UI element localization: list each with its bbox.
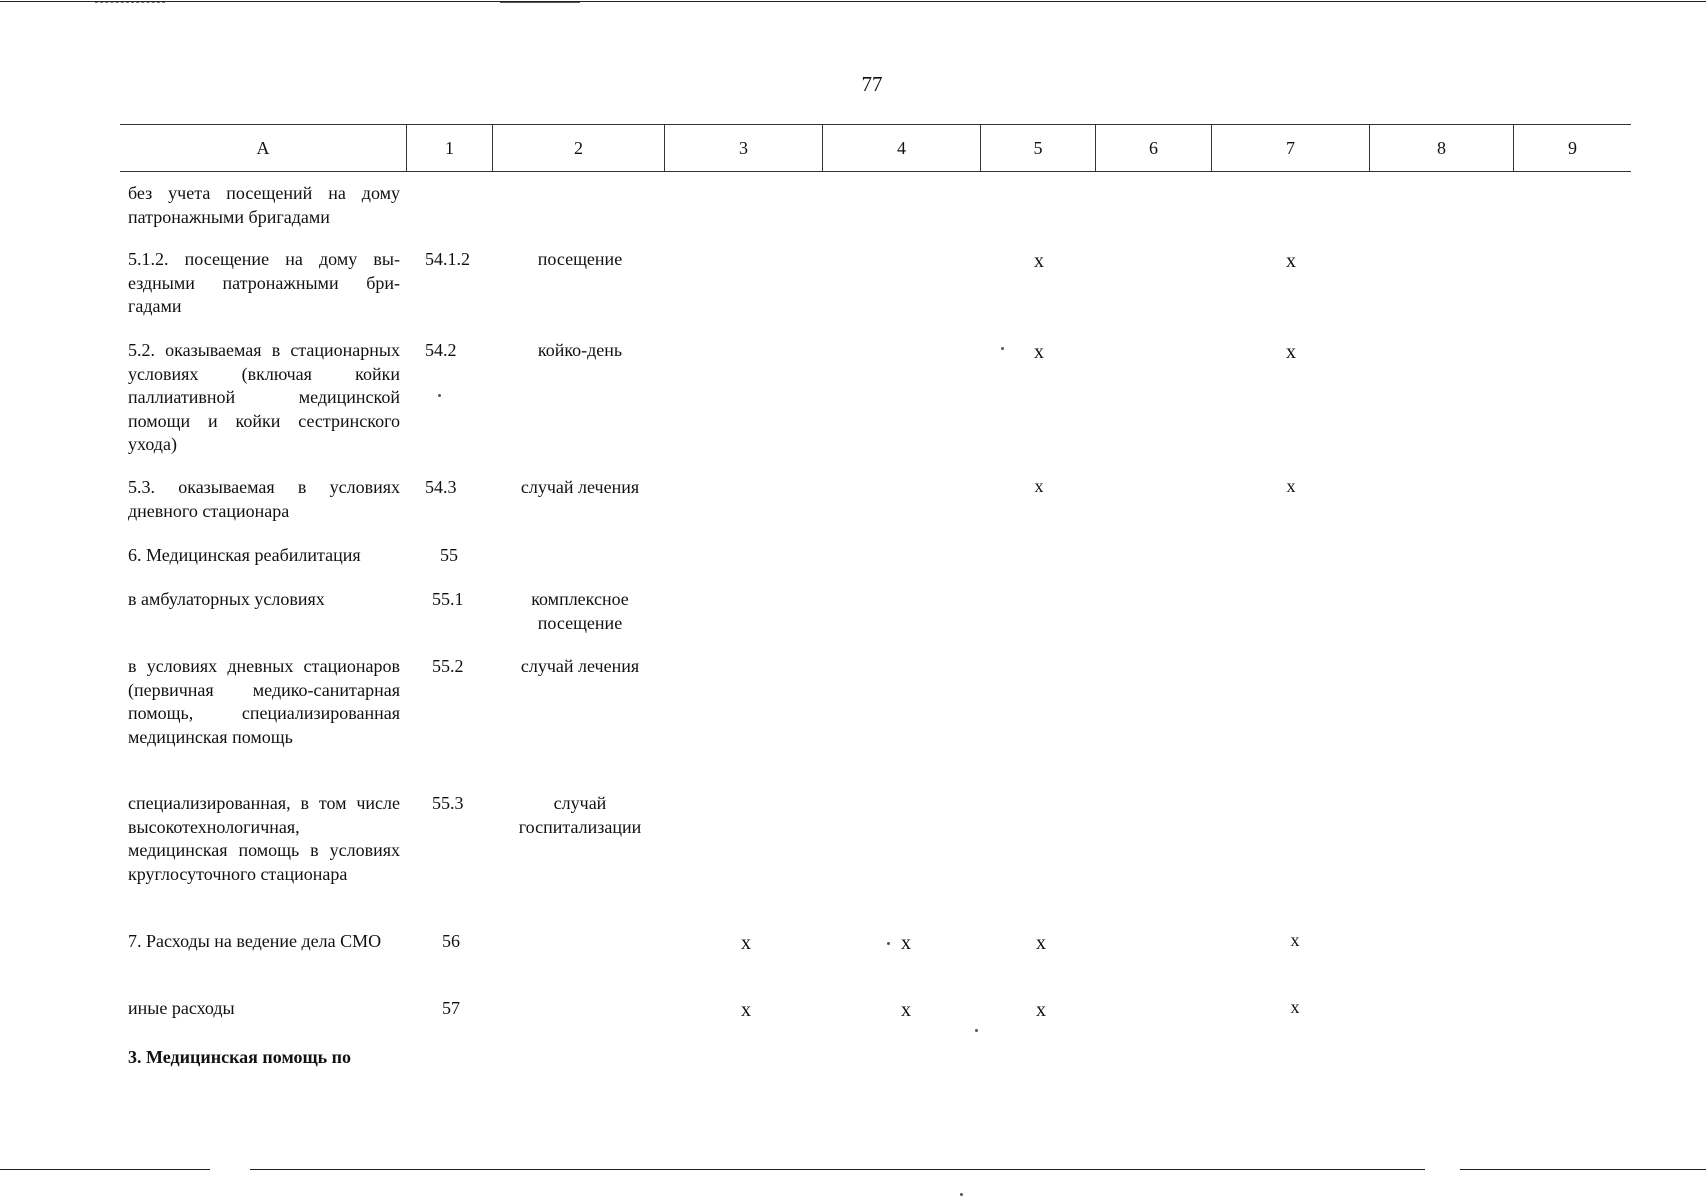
- x-mark: х: [1290, 997, 1300, 1017]
- top-scan-artifact: [500, 2, 580, 3]
- scan-speck: [887, 942, 890, 945]
- scan-speck: [438, 394, 441, 397]
- row-code: 55: [440, 545, 458, 565]
- row-code: 55.1: [432, 589, 464, 609]
- row-code: 56: [442, 931, 460, 951]
- bottom-border-rule: [1460, 1169, 1706, 1170]
- column-header-2: 2: [492, 125, 664, 171]
- page-number: 77: [861, 72, 883, 96]
- section-heading: 3. Медицинская помощь по: [128, 1047, 352, 1067]
- x-mark: х: [901, 932, 911, 954]
- row-label: 7. Расходы на ведение дела СМО: [128, 931, 382, 951]
- row-label: 5.1.2. посещение на дому выездными патронажными бригадами: [128, 249, 400, 316]
- row-code: 54.1.2: [425, 249, 470, 269]
- row-label: специализированная, в том числе высокотехнологичная, медицинская помощь в условиях круглосуточного стационара: [128, 793, 400, 884]
- row-unit: койко-день: [537, 340, 623, 360]
- row-unit: случай лечения: [520, 656, 640, 676]
- x-mark: х: [1286, 341, 1296, 363]
- x-mark: х: [1286, 476, 1296, 496]
- row-label: в амбулаторных условиях: [128, 589, 325, 609]
- table-header: [120, 124, 1631, 172]
- x-mark: х: [1290, 930, 1300, 950]
- x-mark: х: [1034, 250, 1044, 272]
- x-mark: х: [901, 999, 911, 1021]
- row-code: 54.3: [425, 477, 457, 497]
- scan-speck: [1001, 347, 1004, 350]
- row-label: 5.2. оказываемая в стационарных условиях (включая койки паллиативной медицинской помощи и койки сестринского ухода): [128, 340, 400, 454]
- column-header-6: 6: [1095, 125, 1211, 171]
- row-code: 57: [442, 998, 460, 1018]
- x-mark: х: [741, 932, 751, 954]
- bottom-border-rule: [250, 1169, 1425, 1170]
- x-mark: х: [1036, 932, 1046, 954]
- x-mark: х: [1034, 341, 1044, 363]
- row-label: 6. Медицинская реабилитация: [128, 545, 361, 565]
- row-unit: комплексное посещение: [531, 589, 629, 633]
- top-scan-artifact: [95, 2, 165, 3]
- x-mark: х: [741, 999, 751, 1021]
- row-unit: случай госпитализации: [518, 793, 642, 837]
- column-header-8: 8: [1369, 125, 1513, 171]
- column-header-1: 1: [406, 125, 492, 171]
- bottom-border-rule: [0, 1169, 210, 1170]
- row-code: 55.2: [432, 656, 464, 676]
- column-header-9: 9: [1513, 125, 1631, 171]
- scan-speck: [975, 1029, 978, 1032]
- row-unit: посещение: [537, 249, 623, 269]
- row-label: без учета посещений на дому патронажными бригадами: [128, 183, 400, 227]
- row-code: 55.3: [432, 793, 464, 813]
- x-mark: х: [1036, 999, 1046, 1021]
- row-label: иные расходы: [128, 998, 235, 1018]
- column-header-7: 7: [1211, 125, 1369, 171]
- row-unit: случай лечения: [520, 477, 640, 497]
- row-label: 5.3. оказываемая в условиях дневного стационара: [128, 477, 400, 521]
- column-header-a: А: [256, 138, 270, 158]
- scan-speck: [960, 1193, 963, 1196]
- x-mark: х: [1034, 476, 1044, 496]
- column-header-4: 4: [822, 125, 980, 171]
- row-label: в условиях дневных стационаров (первичная медико-санитарная помощь, специализированная медицинская помощь: [128, 656, 400, 747]
- top-border-rule: [0, 1, 1706, 2]
- row-code: 54.2: [425, 340, 457, 360]
- column-header-5: 5: [980, 125, 1095, 171]
- column-header-3: 3: [664, 125, 822, 171]
- x-mark: х: [1286, 250, 1296, 272]
